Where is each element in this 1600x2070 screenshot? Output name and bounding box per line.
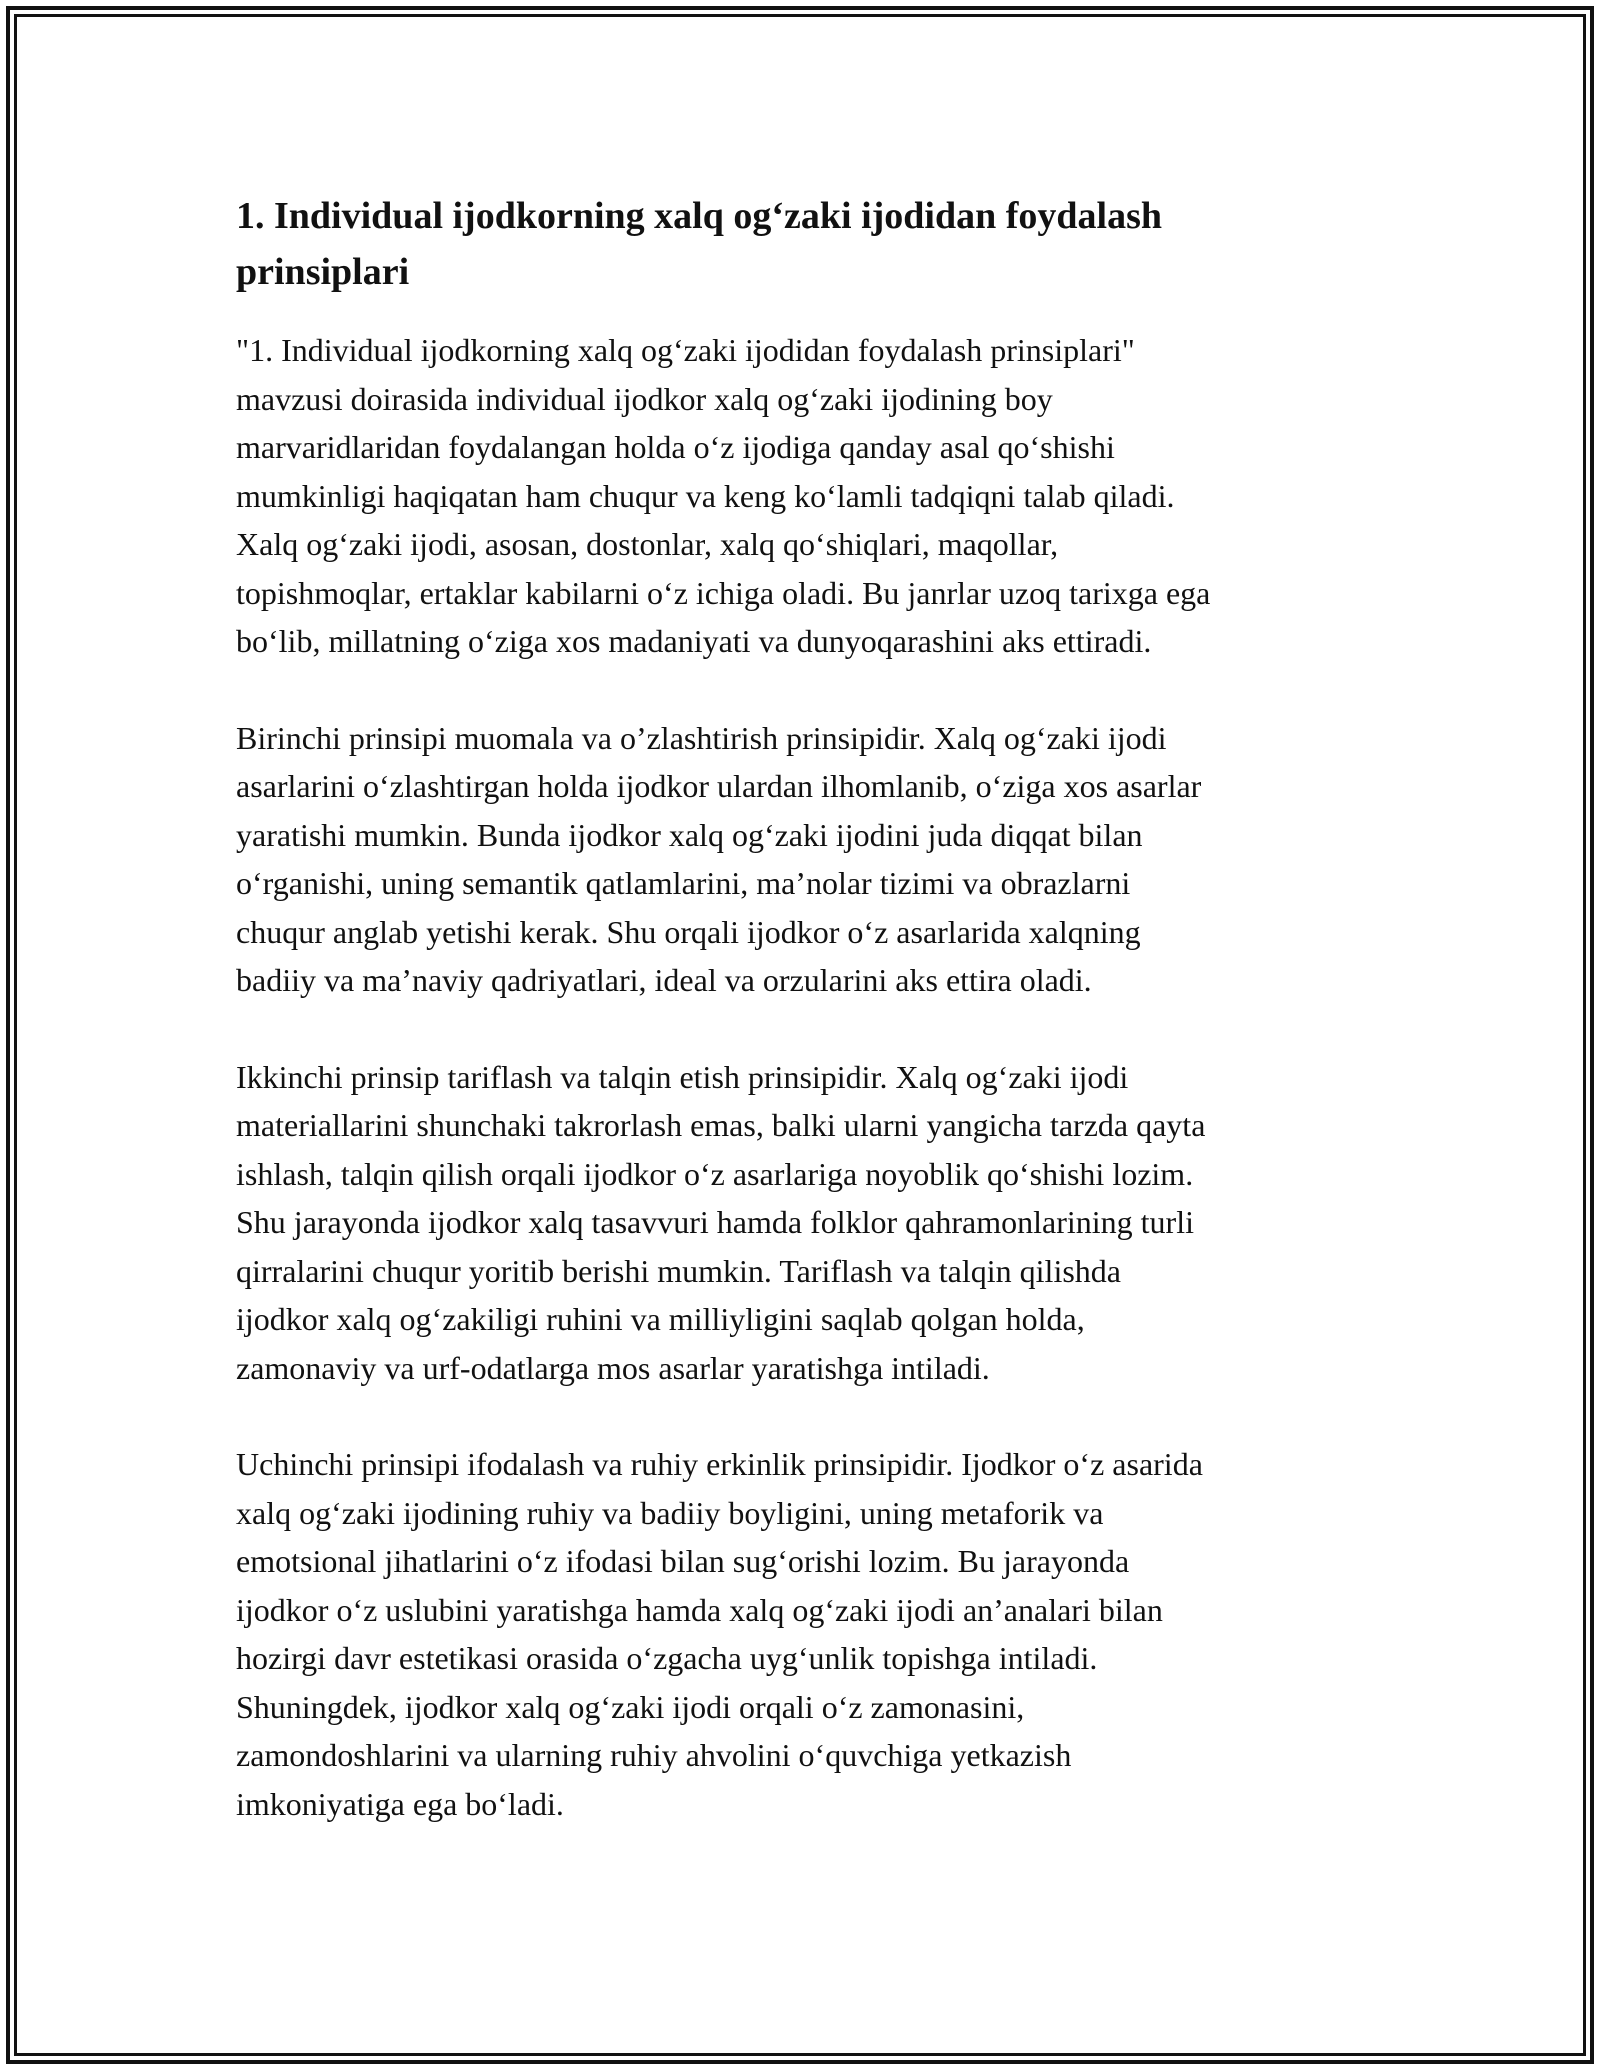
paragraph-second-principle: Ikkinchi prinsip tariflash va talqin etish prinsipidir. Xalq og‘zaki ijodi materiallarini shunchaki takrorlash emas, balki ularni yangicha tarzda qayta ishlash, talqin qilish orqali ijodkor o‘z asarlariga noyoblik qo‘shishi lozim. Shu jarayonda ijodkor xalq tasavvuri hamda folklor qahramonlarining turli qirralarini chuqur yoritib berishi mumkin. Tariflash va talqin qilishda ijodkor xalq og‘zakiligi ruhini va milliyligini saqlab qolgan holda, zamonaviy va urf-odatlarga mos asarlar yaratishga intiladi. <box>236 1058 1206 1386</box>
document-body <box>236 188 1366 1876</box>
paragraph-first-principle: Birinchi prinsipi muomala va o’zlashtirish prinsipidir. Xalq og‘zaki ijodi asarlarini o‘zlashtirgan holda ijodkor ulardan ilhomlanib, o‘ziga xos asarlar yaratishi mumkin. Bunda ijodkor xalq og‘zaki ijodini juda diqqat bilan o‘rganishi, uning semantik qatlamlarini, ma’nolar tizimi va obrazlarni chuqur anglab yetishi kerak. Shu orqali ijodkor o‘z asarlarida xalqning badiiy va ma’naviy qadriyatlari, ideal va orzularini aks ettira oladi. <box>236 719 1202 998</box>
paragraph-third-principle: Uchinchi prinsipi ifodalash va ruhiy erkinlik prinsipidir. Ijodkor o‘z asarida xalq og‘zaki ijodining ruhiy va badiiy boyligini, uning metaforik va emotsional jihatlarini o‘z ifodasi bilan sug‘orishi lozim. Bu jarayonda ijodkor o‘z uslubini yaratishga hamda xalq og‘zaki ijodi an’analari bilan hozirgi davr estetikasi orasida o‘zgacha uyg‘unlik topishga intiladi. Shuningdek, ijodkor xalq og‘zaki ijodi orqali o‘z zamonasini, zamondoshlarini va ularning ruhiy ahvolini o‘quvchiga yetkazish imkoniyatiga ega bo‘ladi. <box>236 1446 1203 1822</box>
document-title: 1. Individual ijodkorning xalq og‘zaki ijodidan foydalash prinsiplari <box>236 195 1163 293</box>
paragraph-intro: "1. Individual ijodkorning xalq og‘zaki ijodidan foydalash prinsiplari" mavzusi doirasida individual ijodkor xalq og‘zaki ijodining boy marvaridlaridan foydalangan holda o‘z ijodiga qanday asal qo‘shishi mumkinligi haqiqatan ham chuqur va keng ko‘lamli tadqiqni talab qiladi. Xalq og‘zaki ijodi, asosan, dostonlar, xalq qo‘shiqlari, maqollar, topishmoqlar, ertaklar kabilarni o‘z ichiga oladi. Bu janrlar uzoq tarixga ega bo‘lib, millatning o‘ziga xos madaniyati va dunyoqarashini aks ettiradi. <box>236 332 1211 659</box>
